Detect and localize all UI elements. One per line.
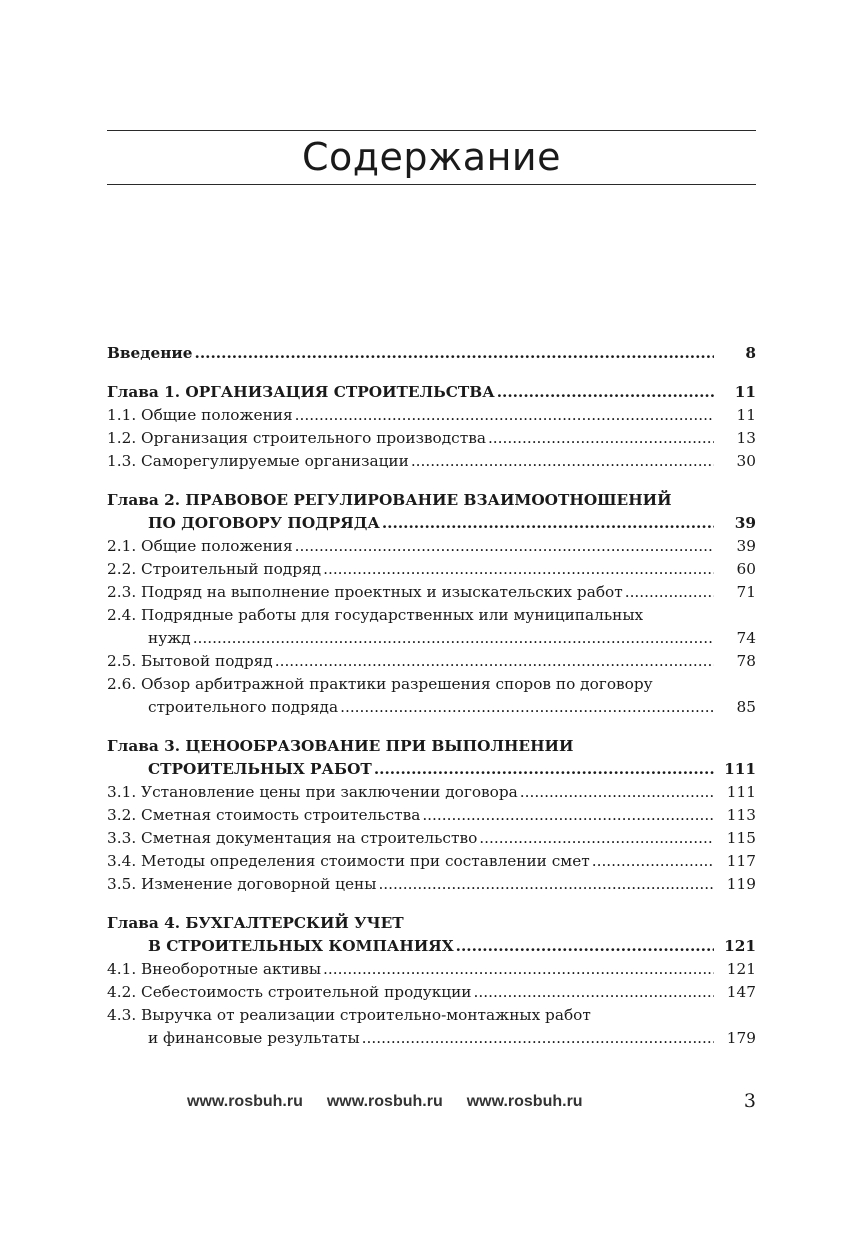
toc-section[interactable] bbox=[107, 535, 756, 558]
page-number-footer: 3 bbox=[743, 1090, 756, 1112]
page-number: 78 bbox=[736, 652, 756, 670]
leader-dots bbox=[374, 758, 714, 781]
entry-text: 4.3. Выручка от реализации строительно-монтажных работ bbox=[107, 1006, 591, 1024]
entry-text: 2.5. Бытовой подряд bbox=[107, 652, 273, 670]
entry-text: 2.3. Подряд на выполнение проектных и изыскательских работ bbox=[107, 583, 623, 601]
toc-chapter-2 bbox=[107, 489, 756, 719]
page-number: 74 bbox=[736, 629, 756, 647]
leader-dots bbox=[488, 427, 714, 450]
toc-section[interactable] bbox=[107, 850, 756, 873]
toc-section[interactable] bbox=[107, 1004, 756, 1050]
leader-dots bbox=[474, 981, 715, 1004]
toc-chapter-title[interactable] bbox=[107, 912, 756, 958]
page-number: 117 bbox=[726, 852, 756, 870]
page-number: 11 bbox=[734, 383, 756, 401]
leader-dots bbox=[422, 804, 714, 827]
toc-section[interactable] bbox=[107, 958, 756, 981]
page-number: 30 bbox=[736, 452, 756, 470]
table-of-contents bbox=[107, 342, 756, 1050]
page-number: 60 bbox=[736, 560, 756, 578]
entry-text-cont: СТРОИТЕЛЬНЫХ РАБОТ bbox=[148, 760, 372, 778]
leader-dots bbox=[295, 535, 714, 558]
leader-dots bbox=[362, 1027, 714, 1050]
page-footer bbox=[107, 1090, 756, 1117]
toc-section[interactable] bbox=[107, 781, 756, 804]
entry-text: 2.2. Строительный подряд bbox=[107, 560, 322, 578]
footer-link[interactable]: www.rosbuh.ru bbox=[466, 1093, 583, 1110]
entry-text-cont: строительного подряда bbox=[148, 698, 339, 716]
toc-entry-intro[interactable] bbox=[107, 342, 756, 365]
toc-chapter-3 bbox=[107, 735, 756, 896]
leader-dots bbox=[323, 958, 714, 981]
entry-text: 2.4. Подрядные работы для государственных или муниципальных bbox=[107, 606, 644, 624]
toc-section[interactable] bbox=[107, 450, 756, 473]
leader-dots bbox=[193, 627, 714, 650]
leader-dots bbox=[295, 404, 714, 427]
entry-text-cont: нужд bbox=[148, 629, 191, 647]
page-number: 115 bbox=[726, 829, 756, 847]
entry-text: 3.1. Установление цены при заключении договора bbox=[107, 783, 518, 801]
toc-section[interactable] bbox=[107, 604, 756, 650]
toc-section[interactable] bbox=[107, 650, 756, 673]
footer-link[interactable]: www.rosbuh.ru bbox=[187, 1093, 303, 1110]
page-number: 39 bbox=[736, 537, 756, 555]
leader-dots bbox=[275, 650, 714, 673]
leader-dots bbox=[592, 850, 714, 873]
toc-section[interactable] bbox=[107, 404, 756, 427]
entry-text: 4.1. Внеоборотные активы bbox=[107, 960, 322, 978]
toc-section[interactable] bbox=[107, 827, 756, 850]
toc-section[interactable] bbox=[107, 558, 756, 581]
toc-section[interactable] bbox=[107, 581, 756, 604]
entry-text: 1.3. Саморегулируемые организации bbox=[107, 452, 409, 470]
footer-links bbox=[187, 1093, 607, 1111]
page-number: 111 bbox=[724, 760, 756, 778]
toc-section[interactable] bbox=[107, 427, 756, 450]
leader-dots bbox=[520, 781, 714, 804]
leader-dots bbox=[340, 696, 714, 719]
page-number: 121 bbox=[726, 960, 756, 978]
page-number: 121 bbox=[724, 937, 756, 955]
entry-text-cont: В СТРОИТЕЛЬНЫХ КОМПАНИЯХ bbox=[148, 937, 454, 955]
entry-text: 1.1. Общие положения bbox=[107, 406, 293, 424]
entry-text: 3.2. Сметная стоимость строительства bbox=[107, 806, 421, 824]
entry-text: 3.4. Методы определения стоимости при составлении смет bbox=[107, 852, 590, 870]
title-bottom-rule bbox=[107, 184, 756, 185]
page-number: 111 bbox=[726, 783, 756, 801]
toc-section[interactable] bbox=[107, 673, 756, 719]
entry-text: 3.5. Изменение договорной цены bbox=[107, 875, 377, 893]
page-number: 71 bbox=[736, 583, 756, 601]
entry-text: 2.6. Обзор арбитражной практики разрешения споров по договору bbox=[107, 675, 653, 693]
leader-dots bbox=[497, 381, 714, 404]
toc-section[interactable] bbox=[107, 873, 756, 896]
leader-dots bbox=[382, 512, 714, 535]
page-number: 119 bbox=[726, 875, 756, 893]
toc-intro bbox=[107, 342, 756, 365]
toc-chapter-title[interactable] bbox=[107, 381, 756, 404]
page-number: 13 bbox=[736, 429, 756, 447]
entry-text: Глава 3. ЦЕНООБРАЗОВАНИЕ ПРИ ВЫПОЛНЕНИИ bbox=[107, 737, 574, 755]
page-title: Содержание bbox=[302, 135, 561, 179]
toc-section[interactable] bbox=[107, 981, 756, 1004]
entry-text: 1.2. Организация строительного производства bbox=[107, 429, 486, 447]
leader-dots bbox=[625, 581, 714, 604]
entry-text: Введение bbox=[107, 344, 193, 362]
entry-text-cont: и финансовые результаты bbox=[148, 1029, 360, 1047]
leader-dots bbox=[411, 450, 714, 473]
entry-text: 3.3. Сметная документация на строительство bbox=[107, 829, 478, 847]
top-rule bbox=[107, 130, 756, 131]
leader-dots bbox=[378, 873, 714, 896]
entry-text: Глава 1. ОРГАНИЗАЦИЯ СТРОИТЕЛЬСТВА bbox=[107, 383, 495, 401]
toc-chapter-1 bbox=[107, 381, 756, 473]
toc-chapter-4 bbox=[107, 912, 756, 1050]
page-number: 8 bbox=[745, 344, 756, 362]
leader-dots bbox=[323, 558, 714, 581]
page-number: 39 bbox=[734, 514, 756, 532]
entry-text: 2.1. Общие положения bbox=[107, 537, 293, 555]
entry-text-cont: ПО ДОГОВОРУ ПОДРЯДА bbox=[148, 514, 380, 532]
leader-dots bbox=[195, 342, 715, 365]
toc-chapter-title[interactable] bbox=[107, 489, 756, 535]
toc-chapter-title[interactable] bbox=[107, 735, 756, 781]
leader-dots bbox=[456, 935, 714, 958]
page-number: 113 bbox=[726, 806, 756, 824]
page-number: 147 bbox=[726, 983, 756, 1001]
page-number: 11 bbox=[736, 406, 756, 424]
page-number: 179 bbox=[726, 1029, 756, 1047]
leader-dots bbox=[479, 827, 714, 850]
toc-section[interactable] bbox=[107, 804, 756, 827]
page-number: 85 bbox=[736, 698, 756, 716]
entry-text: Глава 4. БУХГАЛТЕРСКИЙ УЧЕТ bbox=[107, 914, 404, 932]
footer-link[interactable]: www.rosbuh.ru bbox=[326, 1093, 443, 1110]
entry-text: Глава 2. ПРАВОВОЕ РЕГУЛИРОВАНИЕ ВЗАИМООТНОШЕНИЙ bbox=[107, 491, 672, 509]
entry-text: 4.2. Себестоимость строительной продукции bbox=[107, 983, 472, 1001]
